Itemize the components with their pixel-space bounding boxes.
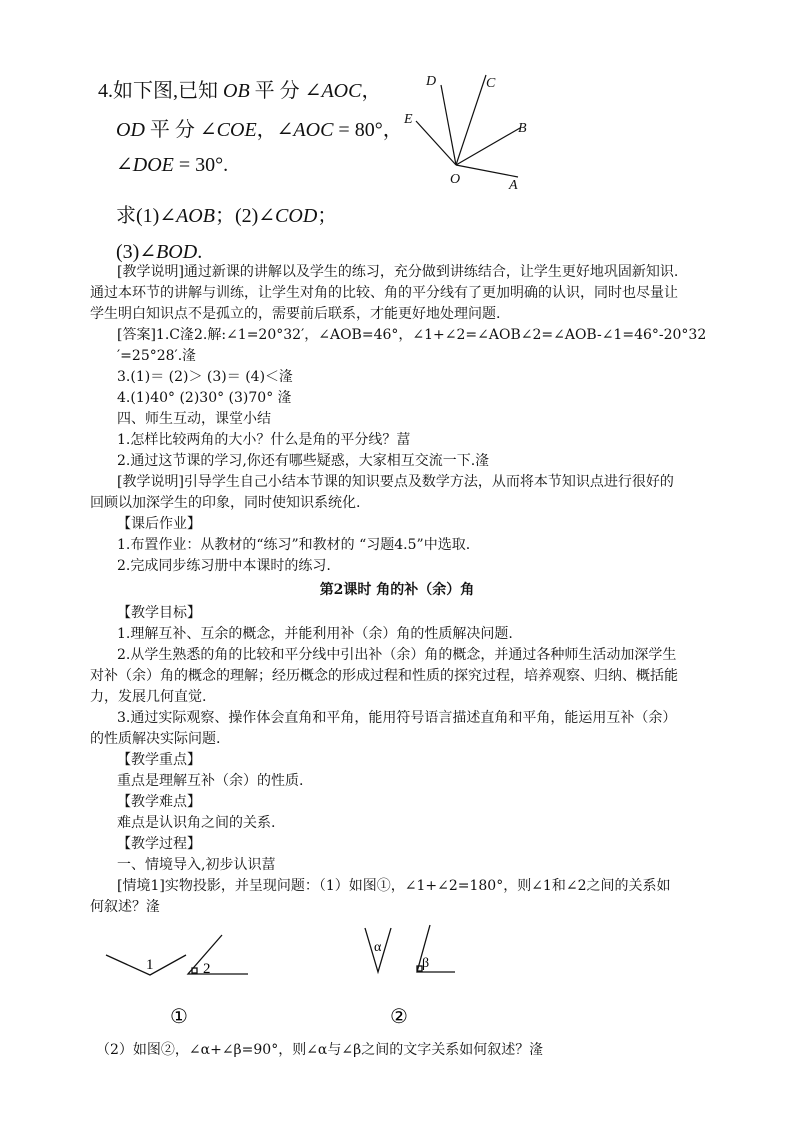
- problem-4-line-3: ∠DOE = 30°.: [116, 154, 229, 176]
- text-line: 2.完成同步练习册中本课时的练习.: [117, 558, 331, 574]
- text-line: 3.通过实际观察、操作体会直角和平角，能用符号语言描述直角和平角，能运用互补（余）: [117, 710, 677, 726]
- text-line: [情境1]实物投影，并呈现问题：（1）如图①，∠1+∠2=180°，则∠1和∠2之间的关系如: [117, 878, 671, 894]
- fig2-label-alpha: α: [374, 940, 382, 955]
- text-line: 重点是理解互补（余）的性质.: [117, 773, 304, 789]
- section-heading: 【教学目标】: [117, 605, 201, 621]
- text-line: 的性质解决实际问题.: [90, 731, 221, 747]
- figure-1-supplementary-angles: [100, 920, 260, 1030]
- label-c: C: [486, 76, 496, 91]
- angle-figure: [395, 65, 545, 195]
- fig2-caption: ②: [390, 1006, 408, 1028]
- section-heading: 【教学重点】: [117, 752, 201, 768]
- figure-2-complementary-angles: [355, 920, 465, 1030]
- section-heading: 【课后作业】: [117, 516, 201, 532]
- text-line: [答案]1.C湰2.解:∠1=20°32′，∠AOB=46°，∠1+∠2=∠AOB∠2=∠AOB-∠1=46°-20°32: [117, 327, 707, 343]
- text-line: 1.怎样比较两角的大小？什么是角的平分线？葍: [117, 432, 411, 448]
- text-line: （2）如图②，∠α+∠β=90°，则∠α与∠β之间的文字关系如何叙述？湰: [96, 1042, 544, 1058]
- ray-od: [441, 85, 456, 165]
- label-b: B: [518, 121, 527, 136]
- fig1-caption: ①: [170, 1006, 188, 1028]
- section-heading: 【教学过程】: [117, 836, 201, 852]
- problem-4-line-4: 求(1)∠AOB；(2)∠COD；: [116, 205, 338, 227]
- ray-oa: [456, 165, 518, 177]
- text-line: 何叙述？湰: [90, 899, 160, 915]
- text-line: 一、情境导入,初步认识葍: [117, 857, 276, 873]
- text-line: 学生明白知识点不是孤立的，需要前后联系，才能更好地处理问题.: [90, 306, 501, 322]
- ray-ob: [456, 128, 520, 165]
- text-line: 回顾以加深学生的印象，同时使知识系统化.: [90, 495, 361, 511]
- label-o: O: [450, 172, 461, 187]
- label-d: D: [426, 74, 437, 89]
- text-line: 3.(1)＝ (2)＞ (3)＝ (4)＜湰: [117, 369, 294, 385]
- fig1-label-2: 2: [203, 961, 211, 977]
- ray-oc: [456, 75, 486, 165]
- text-line: 2.从学生熟悉的角的比较和平分线中引出补（余）角的概念，并通过各种师生活动加深学生: [117, 647, 677, 663]
- text-line: 难点是认识角之间的关系.: [117, 815, 276, 831]
- text-line: 通过本环节的讲解与训练，让学生对角的比较、角的平分线有了更加明确的认识，同时也尽量让: [90, 285, 678, 301]
- text-line: [教学说明]通过新课的讲解以及学生的练习，充分做到讲练结合，让学生更好地巩固新知识.: [117, 264, 679, 280]
- section-heading: 【教学难点】: [117, 794, 201, 810]
- text-line: [教学说明]引导学生自己小结本节课的知识要点及数学方法，从而将本节知识点进行很好的: [117, 474, 674, 490]
- problem-4-line-5: (3)∠BOD.: [116, 241, 203, 263]
- label-e: E: [404, 112, 413, 127]
- problem-4-line-1: 4.如下图,已知 OB 平 分 ∠AOC，: [98, 80, 382, 102]
- text-line: 2.通过这节课的学习,你还有哪些疑惑，大家相互交流一下.湰: [117, 453, 490, 469]
- text-line: 1.布置作业：从教材的“练习”和教材的 “习题4.5”中选取.: [117, 537, 471, 553]
- problem-4-line-2: OD 平 分 ∠COE，∠AOC = 80°，: [116, 119, 403, 141]
- text-line: 力，发展几何直觉.: [90, 689, 207, 705]
- label-a: A: [509, 178, 518, 193]
- text-line: 4.(1)40° (2)30° (3)70° 湰: [117, 390, 292, 406]
- fig1-label-1: 1: [146, 957, 154, 973]
- text-line: 1.理解互补、互余的概念，并能利用补（余）角的性质解决问题.: [117, 626, 513, 642]
- lesson-title: 第2课时 角的补（余）角: [319, 582, 475, 598]
- section-heading: 四、师生互动，课堂小结: [117, 411, 271, 427]
- text-line: 对补（余）角的概念的理解；经历概念的形成过程和性质的探究过程，培养观察、归纳、概括能: [90, 668, 678, 684]
- fig2-label-beta: β: [422, 956, 430, 971]
- text-line: ′=25°28′.湰: [117, 348, 197, 364]
- ray-oe: [416, 121, 456, 165]
